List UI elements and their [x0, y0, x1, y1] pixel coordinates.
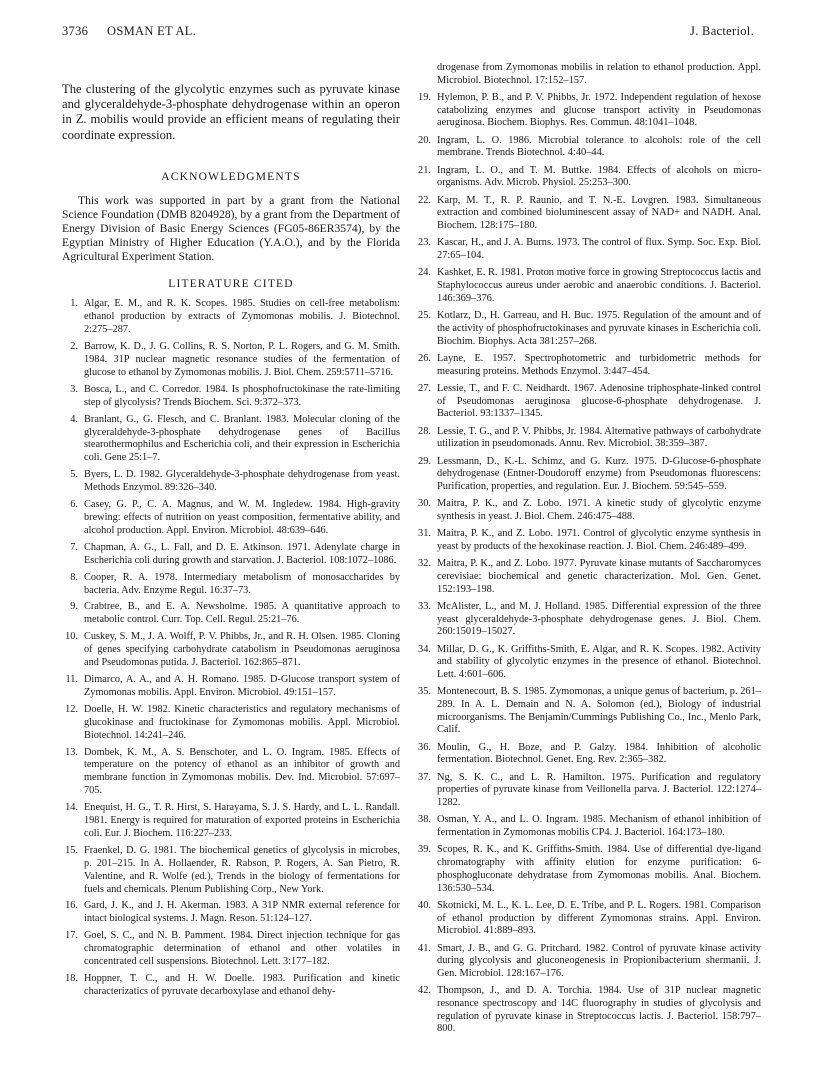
acknowledgments-heading: ACKNOWLEDGMENTS: [161, 170, 301, 183]
reference-number: 20.: [418, 134, 431, 146]
reference-text: Kotlarz, D., H. Garreau, and H. Buc. 1975. Regulation of the amount and of the activity of phosphofructokinases and pyruvate kinases in Escherichia coli. Biochim. Biophys. Acta 381:257–268.: [437, 310, 761, 347]
reference-text: Kascar, H., and J. A. Burns. 1973. The control of flux. Symp. Soc. Exp. Biol. 27:65–104.: [437, 237, 761, 262]
reference-number: 18.: [65, 973, 78, 984]
reference-item: [415, 601, 761, 639]
reference-text: Byers, L. D. 1982. Glyceraldehyde-3-phosphate dehydrogenase from yeast. Methods Enzymol. 89:326–340.: [84, 469, 400, 494]
reference-text: Layne, E. 1957. Spectrophotometric and turbidometric methods for measuring proteins. Methods Enzymol. 3:447–454.: [437, 352, 761, 377]
reference-number: 42.: [418, 985, 431, 997]
reference-number: 36.: [418, 741, 431, 753]
reference-item: [62, 601, 400, 627]
reference-text: Goel, S. C., and N. B. Pamment. 1984. Direct injection technique for gas chromatographic determination of ethanol and other volatiles in concentrated cell suspensions. Biotechnol. Lett. 3:177–182.: [84, 930, 400, 968]
reference-item: [62, 973, 400, 999]
reference-number: 21.: [418, 164, 431, 176]
reference-item: [62, 802, 400, 841]
reference-number: 6.: [70, 499, 78, 511]
reference-text: Maitra, P. K., and Z. Lobo. 1977. Pyruvate kinase mutants of Saccharomyces cerevisiae: biochemical and genetic characterization. Mol. Gen. Genet. 152:193–198.: [437, 558, 761, 595]
reference-text: Hylemon, P. B., and P. V. Phibbs, Jr. 1972. Independent regulation of hexose catabolizing enzymes and glucose transport activity in Pseudomonas aeruginosa. Biochem. Biophys. Res. Commun. 48:1041–1048.: [437, 92, 761, 129]
reference-item: [62, 747, 400, 799]
reference-item: [415, 165, 761, 190]
left-column: [62, 62, 400, 1003]
journal-name: J. Bacteriol.: [690, 24, 754, 38]
reference-item: [62, 845, 400, 897]
reference-item: [415, 644, 761, 682]
reference-item: [62, 469, 400, 495]
reference-number: 19.: [418, 92, 431, 103]
reference-item: [415, 426, 761, 451]
reference-item: [415, 195, 761, 233]
reference-item: [415, 772, 761, 810]
reference-number: 2.: [70, 341, 78, 353]
reference-text: Doelle, H. W. 1982. Kinetic characteristics and regulatory mechanisms of glucokinase and fructokinase for Zymomonas mobilis. Appl. Microbiol. Biotechnol. 14:241–246.: [84, 703, 400, 741]
reference-item: [415, 943, 761, 981]
literature-heading: LITERATURE CITED: [168, 277, 294, 290]
reference-text: Scopes, R. K., and K. Griffiths-Smith. 1984. Use of differential dye-ligand chromatography with affinity elution for enzyme purification: 6-phosphogluconate dehydratase from Zymomonas mobilis. Anal. Biochem. 136:530–534.: [437, 844, 761, 894]
acknowledgments-text: This work was supported in part by a grant from the National Science Foundation (DMB 8204928), by a grant from the Department of Energy Division of Basic Energy Sciences (FG05-86ER3574), by the Egyptian Ministry of Higher Education (Y.A.O.), and by the Florida Agricultural Experiment Station.: [62, 193, 400, 263]
reference-item: [62, 542, 400, 568]
reference-text: Smart, J. B., and G. G. Pritchard. 1982. Control of pyruvate kinase activity during glycolysis and gluconeogenesis in Propionibacterium shermanii. J. Gen. Microbiol. 128:167–176.: [437, 942, 761, 979]
reference-number: 12.: [65, 703, 78, 715]
reference-item: [62, 631, 400, 670]
reference-item: [415, 135, 761, 160]
reference-number: 1.: [70, 298, 78, 310]
reference-item: [62, 384, 400, 410]
reference-number: 29.: [418, 455, 431, 467]
reference-number: 16.: [65, 900, 78, 912]
reference-text: McAlister, L., and M. J. Holland. 1985. Differential expression of the three yeast glyceraldehyde-3-phosphate dehydrogenase genes. J. Biol. Chem. 260:15019–15027.: [437, 600, 761, 638]
reference-text: Chapman, A. G., L. Fall, and D. E. Atkinson. 1971. Adenylate charge in Escherichia coli during growth and starvation. J. Bacteriol. 108:1072–1086.: [84, 541, 400, 566]
reference-text: Bosca, L., and C. Corredor. 1984. Is phosphofructokinase the rate-limiting step of glycolysis? Trends Biochem. Sci. 9:372–373.: [84, 383, 400, 408]
reference-text: Maitra, P. K., and Z. Lobo. 1971. Control of glycolytic enzyme synthesis in yeast by products of the hexokinase reaction. J. Biol. Chem. 246:489–499.: [437, 528, 761, 552]
right-column: [415, 62, 761, 1041]
reference-text: Cuskey, S. M., J. A. Wolff, P. V. Phibbs, Jr., and R. H. Olsen. 1985. Cloning of genes specifying carbohydrate catabolism in Pseudomonas aeruginosa and Pseudomonas putida. J. Bacteriol. 162:865–871.: [84, 631, 400, 669]
reference-item: [415, 900, 761, 938]
reference-item: [62, 341, 400, 380]
reference-number: 23.: [418, 237, 431, 249]
reference-item: [415, 310, 761, 348]
reference-text: Casey, G. P., C. A. Magnus, and W. M. Ingledew. 1984. High-gravity brewing: effects of nutrition on yeast composition, fermentative ability, and alcohol production. Appl. Environ. Microbiol. 48:639–646.: [84, 499, 400, 536]
reference-item: [415, 498, 761, 523]
reference-text: Montenecourt, B. S. 1985. Zymomonas, a unique genus of bacterium, p. 261–289. In A. L. Demain and N. A. Solomon (ed.), Biology of industrial microorganisms. The Benjamin/Cummings Publishing Co., Inc., Menlo Park, Calif.: [437, 686, 761, 736]
reference-number: 3.: [70, 383, 78, 395]
reference-list-left: [62, 298, 400, 998]
reference-item: [415, 383, 761, 421]
reference-text: Cooper, R. A. 1978. Intermediary metabolism of monosaccharides by bacteria. Adv. Enzyme Regul. 16:37–73.: [84, 571, 400, 596]
reference-text: Thompson, J., and D. A. Torchia. 1984. Use of 31P nuclear magnetic resonance spectroscopy and 14C fluorography in studies of glycolysis and regulation of pyruvate kinase in Streptococcus lactis. J. Bacteriol. 158:797–800.: [437, 985, 761, 1035]
page-header: [62, 24, 754, 42]
reference-number: 39.: [418, 844, 431, 856]
reference-continuation: drogenase from Zymomonas mobilis in relation to ethanol production. Appl. Microbiol. Biotechnol. 17:152–157.: [437, 62, 761, 86]
reference-text: Maitra, P. K., and Z. Lobo. 1971. A kinetic study of glycolytic enzyme synthesis in yeast. J. Biol. Chem. 246:475–488.: [437, 498, 761, 522]
reference-item: [415, 267, 761, 305]
reference-number: 17.: [65, 930, 78, 942]
reference-text: Branlant, G., G. Flesch, and C. Branlant. 1983. Molecular cloning of the glyceraldehyde-3-phosphate dehydrogenase genes of Bacillus stearothermophilus and Escherichia coli, and their expression in Escherichia coli. Gene 25:1–7.: [84, 413, 400, 464]
reference-number: 8.: [70, 571, 78, 583]
reference-number: 11.: [65, 673, 78, 685]
reference-item: [62, 298, 400, 337]
reference-number: 34.: [418, 643, 431, 655]
reference-number: 26.: [418, 352, 431, 364]
reference-text: Dombek, K. M., A. S. Benschoter, and L. O. Ingram. 1985. Effects of temperature on the potency of ethanol as an inhibitor of growth and membrane function in Zymomonas mobilis. Dev. Ind. Microbiol. 57:697–705.: [84, 746, 400, 797]
reference-text: Fraenkel, D. G. 1981. The biochemical genetics of glycolysis in microbes, p. 201–215. In A. Hollaender, R. Rabson, P. Rogers, A. San Pietro, R. Valentine, and R. Wolfe (ed.), Trends in the biology of fermentations for fuels and chemicals. Plenum Publishing Corp., New York.: [84, 844, 400, 895]
reference-item: [62, 414, 400, 466]
reference-text: Gard, J. K., and J. H. Akerman. 1983. A 31P NMR external reference for intact biological systems. J. Magn. Reson. 51:124–127.: [84, 900, 400, 925]
reference-number: 15.: [65, 844, 78, 856]
reference-number: 28.: [418, 425, 431, 437]
reference-number: 25.: [418, 310, 431, 322]
reference-list-right: [415, 92, 761, 1036]
reference-item: [415, 985, 761, 1036]
reference-text: Crabtree, B., and E. A. Newsholme. 1985. A quantitative approach to metabolic control. Curr. Top. Cell. Regul. 25:21–76.: [84, 601, 400, 626]
reference-number: 33.: [418, 600, 431, 612]
reference-item: [62, 674, 400, 700]
reference-text: Moulin, G., H. Boze, and P. Galzy. 1984. Inhibition of alcoholic fermentation. Biotechnol. Genet. Eng. Rev. 2:365–382.: [437, 741, 761, 766]
reference-item: [415, 353, 761, 378]
reference-item: [415, 742, 761, 767]
reference-item: [415, 92, 761, 130]
reference-number: 38.: [418, 814, 431, 826]
reference-number: 9.: [70, 601, 78, 613]
reference-item: [415, 558, 761, 596]
reference-item: [415, 686, 761, 737]
reference-text: Enequist, H. G., T. R. Hirst, S. Harayama, S. J. S. Hardy, and L. L. Randall. 1981. Energy is required for maturation of exported proteins in Escherichia coli. Eur. J. Biochem. 116:227–233.: [84, 802, 400, 839]
reference-text: Lessie, T., and F. C. Neidhardt. 1967. Adenosine triphosphate-linked control of Pseudomonas aeruginosa glucose-6-phosphate dehydrogenase. J. Bacteriol. 93:1337–1345.: [437, 382, 761, 420]
reference-text: Ng, S. K. C., and L. R. Hamilton. 1975. Purification and regulatory properties of pyruvate kinase from Veillonella parva. J. Bacteriol. 122:1274–1282.: [437, 771, 761, 809]
reference-text: Lessie, T. G., and P. V. Phibbs, Jr. 1984. Alternative pathways of carbohydrate utilization in pseudomonads. Annu. Rev. Microbiol. 38:359–387.: [437, 425, 761, 450]
reference-text: Algar, E. M., and R. K. Scopes. 1985. Studies on cell-free metabolism: ethanol production by extracts of Zymomonas mobilis. J. Biotechnol. 2:275–287.: [84, 298, 400, 336]
reference-item: [415, 844, 761, 895]
reference-number: 5.: [70, 469, 78, 481]
reference-item: [415, 456, 761, 494]
reference-text: Kashket, E. R. 1981. Proton motive force in growing Streptococcus lactis and Staphylococcus aureus under aerobic and anaerobic conditions. J. Bacteriol. 146:369–376.: [437, 267, 761, 304]
reference-item: [62, 572, 400, 598]
reference-text: Dimarco, A. A., and A. H. Romano. 1985. D-Glucose transport system of Zymomonas mobilis. Appl. Environ. Microbiol. 49:151–157.: [84, 673, 400, 698]
reference-number: 10.: [65, 631, 78, 643]
reference-number: 7.: [70, 541, 78, 553]
reference-number: 31.: [418, 528, 431, 540]
reference-number: 24.: [418, 267, 431, 279]
reference-number: 22.: [418, 194, 431, 206]
reference-item: [62, 704, 400, 743]
running-authors: OSMAN ET AL.: [107, 24, 197, 38]
intro-paragraph: The clustering of the glycolytic enzymes such as pyruvate kinase and glyceraldehyde-3-phosphate dehydrogenase within an operon in Z. mobilis would provide an efficient means of regulating their coordinate expression.: [62, 82, 400, 142]
reference-number: 27.: [418, 382, 431, 394]
reference-number: 30.: [418, 498, 431, 510]
reference-number: 32.: [418, 558, 431, 570]
reference-number: 40.: [418, 899, 431, 911]
reference-number: 13.: [65, 746, 78, 758]
page-number: 3736: [62, 24, 89, 38]
reference-number: 37.: [418, 771, 431, 783]
reference-item: [415, 237, 761, 262]
reference-number: 14.: [65, 802, 78, 814]
reference-item: [62, 930, 400, 969]
reference-text: Osman, Y. A., and L. O. Ingram. 1985. Mechanism of ethanol inhibition of fermentation in Zymomonas mobilis CP4. J. Bacteriol. 164:173–180.: [437, 814, 761, 839]
reference-number: 4.: [70, 413, 78, 425]
reference-number: 41.: [418, 942, 431, 954]
reference-text: Barrow, K. D., J. G. Collins, R. S. Norton, P. L. Rogers, and G. M. Smith. 1984. 31P nuclear magnetic resonance studies of the fermentation of glucose to ethanol by Zymomonas mobilis. J. Biol. Chem. 259:5711–5716.: [84, 341, 400, 378]
reference-item: [62, 499, 400, 538]
reference-text: Skotnicki, M. L., K. L. Lee, D. E. Tribe, and P. L. Rogers. 1981. Comparison of ethanol production by different Zymomonas strains. Appl. Environ. Microbiol. 41:889–893.: [437, 899, 761, 937]
reference-text: Ingram, L. O. 1986. Microbial tolerance to alcohols: role of the cell membrane. Trends Biotechnol. 4:40–44.: [437, 134, 761, 159]
reference-text: Hoppner, T. C., and H. W. Doelle. 1983. Purification and kinetic characterizatics of pyruvate decarboxylase and ethanol dehy-: [84, 973, 400, 997]
reference-item: [62, 900, 400, 926]
reference-text: Millar, D. G., K. Griffiths-Smith, E. Algar, and R. K. Scopes. 1982. Activity and stability of glycolytic enzymes in the presence of ethanol. Biotechnol. Lett. 4:601–606.: [437, 643, 761, 681]
reference-text: Lessmann, D., K.-L. Schimz, and G. Kurz. 1975. D-Glucose-6-phosphate dehydrogenase (Entner-Doudoroff enzyme) from Pseudomonas fluorescens: Purification, properties, and regulation. Eur. J. Biochem. 59:545–559.: [437, 455, 761, 492]
reference-item: [415, 528, 761, 553]
reference-item: [415, 814, 761, 839]
reference-number: 35.: [418, 686, 431, 698]
reference-text: Ingram, L. O., and T. M. Buttke. 1984. Effects of alcohols on micro-organisms. Adv. Microb. Physiol. 25:253–300.: [437, 164, 761, 189]
reference-text: Karp, M. T., R. P. Raunio, and T. N.-E. Lovgren. 1983. Simultaneous extraction and combined bioluminescent assay of NAD+ and NADH. Anal. Biochem. 128:175–180.: [437, 194, 761, 232]
